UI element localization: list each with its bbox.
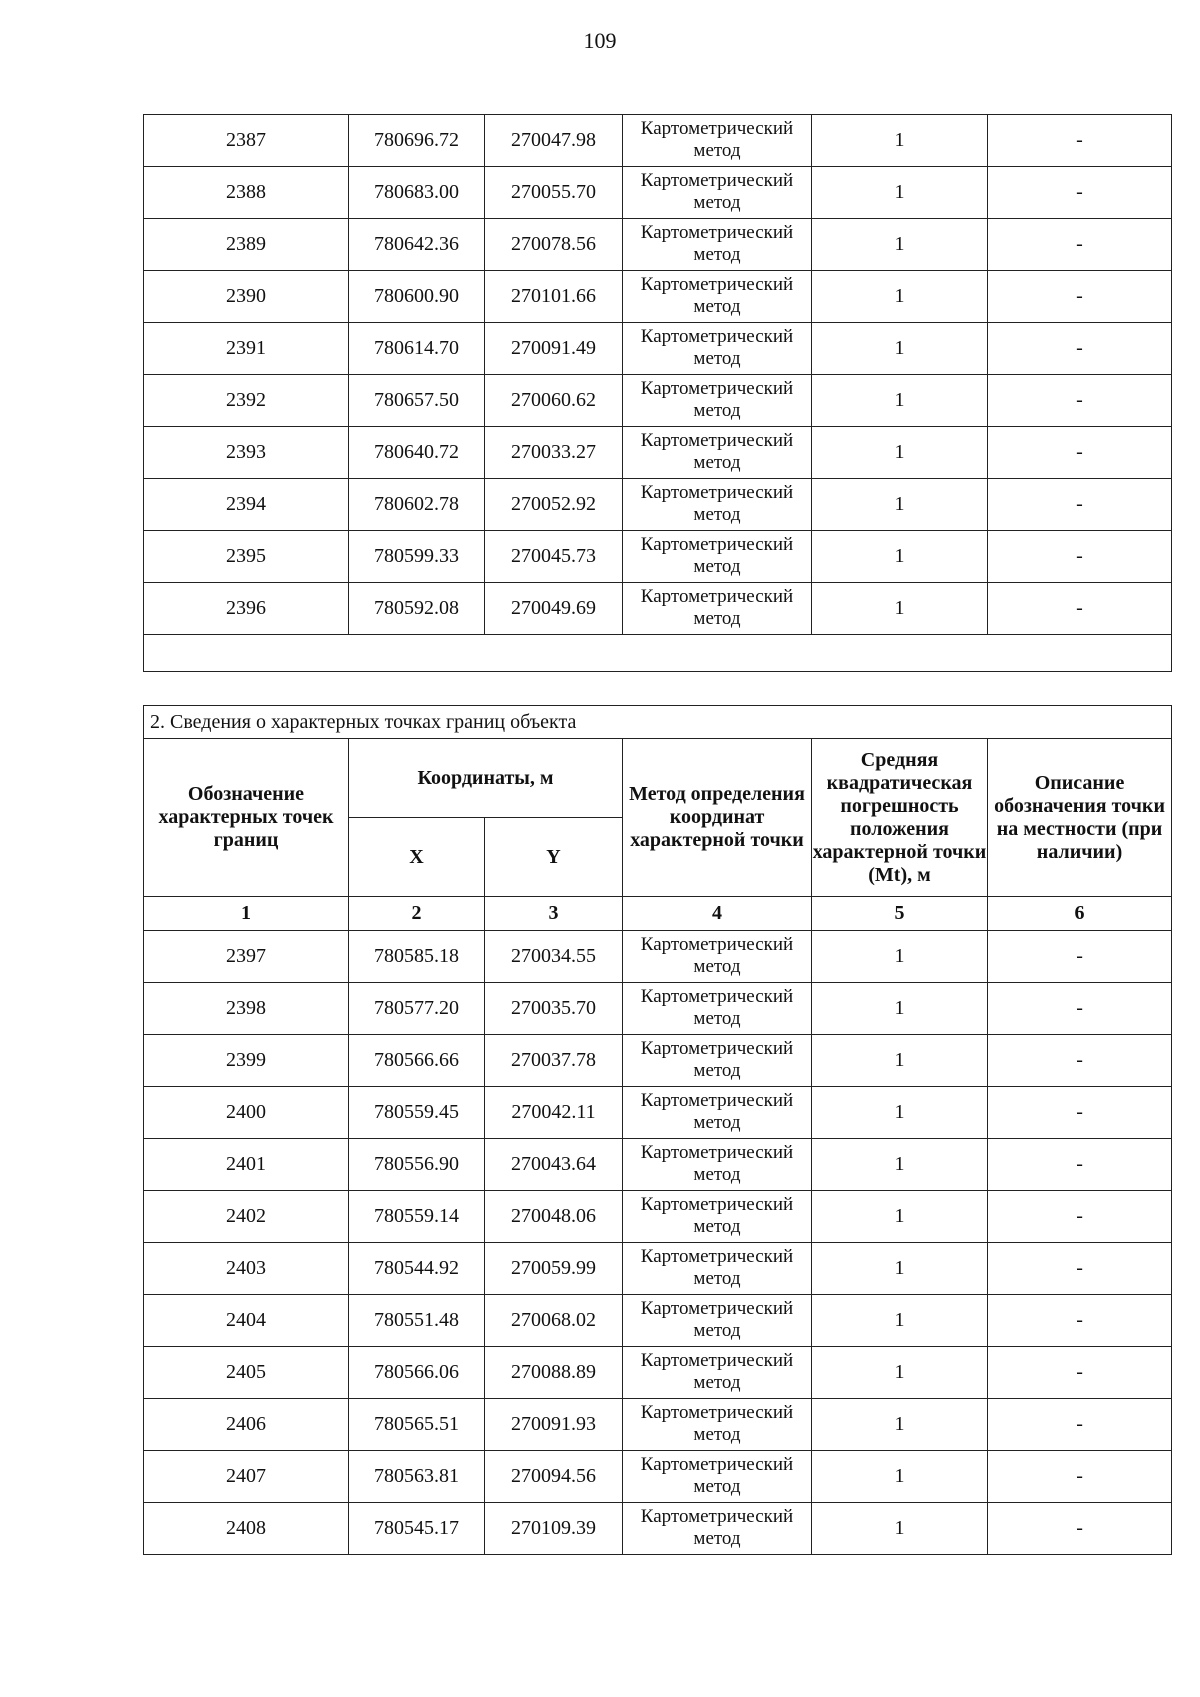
table1-body xyxy=(144,115,1172,635)
point-id-cell: 2393 xyxy=(144,427,349,479)
point-id-cell: 2398 xyxy=(144,983,349,1035)
point-id-cell: 2392 xyxy=(144,375,349,427)
table-row xyxy=(144,1295,1172,1347)
accuracy-cell: 1 xyxy=(812,323,988,375)
x-coordinate-cell: 780585.18 xyxy=(349,931,485,983)
method-cell: Картометрический метод xyxy=(623,1035,812,1087)
y-coordinate-cell: 270055.70 xyxy=(485,167,623,219)
table-row xyxy=(144,1243,1172,1295)
point-id-cell: 2394 xyxy=(144,479,349,531)
point-id-cell: 2391 xyxy=(144,323,349,375)
accuracy-cell: 1 xyxy=(812,219,988,271)
description-cell: - xyxy=(988,1295,1172,1347)
method-cell: Картометрический метод xyxy=(623,1191,812,1243)
y-coordinate-cell: 270045.73 xyxy=(485,531,623,583)
table-row xyxy=(144,427,1172,479)
description-cell: - xyxy=(988,1451,1172,1503)
method-cell: Картометрический метод xyxy=(623,583,812,635)
point-id-cell: 2408 xyxy=(144,1503,349,1555)
point-id-cell: 2406 xyxy=(144,1399,349,1451)
header-description: Описание обозначения точки на местности (при наличии) xyxy=(988,739,1172,897)
x-coordinate-cell: 780566.06 xyxy=(349,1347,485,1399)
method-cell: Картометрический метод xyxy=(623,1347,812,1399)
x-coordinate-cell: 780683.00 xyxy=(349,167,485,219)
method-cell: Картометрический метод xyxy=(623,983,812,1035)
description-cell: - xyxy=(988,323,1172,375)
column-number: 6 xyxy=(988,897,1172,931)
point-id-cell: 2407 xyxy=(144,1451,349,1503)
x-coordinate-cell: 780566.66 xyxy=(349,1035,485,1087)
method-cell: Картометрический метод xyxy=(623,219,812,271)
accuracy-cell: 1 xyxy=(812,531,988,583)
x-coordinate-cell: 780559.45 xyxy=(349,1087,485,1139)
description-cell: - xyxy=(988,219,1172,271)
table-caption-row xyxy=(144,706,1172,739)
header-x: X xyxy=(349,818,485,897)
method-cell: Картометрический метод xyxy=(623,427,812,479)
y-coordinate-cell: 270049.69 xyxy=(485,583,623,635)
accuracy-cell: 1 xyxy=(812,1399,988,1451)
x-coordinate-cell: 780599.33 xyxy=(349,531,485,583)
table-row xyxy=(144,1503,1172,1555)
point-id-cell: 2388 xyxy=(144,167,349,219)
method-cell: Картометрический метод xyxy=(623,1399,812,1451)
header-accuracy: Средняя квадратическая погрешность положения характерной точки (Mt), м xyxy=(812,739,988,897)
description-cell: - xyxy=(988,115,1172,167)
method-cell: Картометрический метод xyxy=(623,1451,812,1503)
x-coordinate-cell: 780600.90 xyxy=(349,271,485,323)
x-coordinate-cell: 780592.08 xyxy=(349,583,485,635)
y-coordinate-cell: 270109.39 xyxy=(485,1503,623,1555)
description-cell: - xyxy=(988,583,1172,635)
y-coordinate-cell: 270052.92 xyxy=(485,479,623,531)
point-id-cell: 2402 xyxy=(144,1191,349,1243)
page-number: 109 xyxy=(583,28,617,53)
table-row xyxy=(144,375,1172,427)
point-id-cell: 2401 xyxy=(144,1139,349,1191)
accuracy-cell: 1 xyxy=(812,375,988,427)
y-coordinate-cell: 270035.70 xyxy=(485,983,623,1035)
x-coordinate-cell: 780696.72 xyxy=(349,115,485,167)
x-coordinate-cell: 780657.50 xyxy=(349,375,485,427)
header-coordinates: Координаты, м xyxy=(349,739,623,818)
accuracy-cell: 1 xyxy=(812,115,988,167)
coordinates-table-continued xyxy=(143,114,1172,672)
description-cell: - xyxy=(988,1087,1172,1139)
accuracy-cell: 1 xyxy=(812,1295,988,1347)
table-row xyxy=(144,323,1172,375)
table-row xyxy=(144,1347,1172,1399)
description-cell: - xyxy=(988,1035,1172,1087)
column-number: 1 xyxy=(144,897,349,931)
y-coordinate-cell: 270091.49 xyxy=(485,323,623,375)
method-cell: Картометрический метод xyxy=(623,479,812,531)
x-coordinate-cell: 780563.81 xyxy=(349,1451,485,1503)
empty-row xyxy=(144,635,1172,672)
table-row xyxy=(144,1035,1172,1087)
x-coordinate-cell: 780545.17 xyxy=(349,1503,485,1555)
point-id-cell: 2390 xyxy=(144,271,349,323)
table-row xyxy=(144,167,1172,219)
description-cell: - xyxy=(988,271,1172,323)
x-coordinate-cell: 780640.72 xyxy=(349,427,485,479)
table-row xyxy=(144,931,1172,983)
description-cell: - xyxy=(988,531,1172,583)
description-cell: - xyxy=(988,1243,1172,1295)
method-cell: Картометрический метод xyxy=(623,167,812,219)
point-id-cell: 2399 xyxy=(144,1035,349,1087)
method-cell: Картометрический метод xyxy=(623,1243,812,1295)
y-coordinate-cell: 270034.55 xyxy=(485,931,623,983)
accuracy-cell: 1 xyxy=(812,1087,988,1139)
y-coordinate-cell: 270048.06 xyxy=(485,1191,623,1243)
accuracy-cell: 1 xyxy=(812,1035,988,1087)
point-id-cell: 2403 xyxy=(144,1243,349,1295)
y-coordinate-cell: 270060.62 xyxy=(485,375,623,427)
x-coordinate-cell: 780559.14 xyxy=(349,1191,485,1243)
table-row xyxy=(144,983,1172,1035)
y-coordinate-cell: 270037.78 xyxy=(485,1035,623,1087)
table-row xyxy=(144,115,1172,167)
y-coordinate-cell: 270047.98 xyxy=(485,115,623,167)
empty-cell xyxy=(144,635,1172,672)
method-cell: Картометрический метод xyxy=(623,115,812,167)
x-coordinate-cell: 780614.70 xyxy=(349,323,485,375)
description-cell: - xyxy=(988,931,1172,983)
x-coordinate-cell: 780602.78 xyxy=(349,479,485,531)
x-coordinate-cell: 780551.48 xyxy=(349,1295,485,1347)
method-cell: Картометрический метод xyxy=(623,1139,812,1191)
accuracy-cell: 1 xyxy=(812,1451,988,1503)
method-cell: Картометрический метод xyxy=(623,323,812,375)
accuracy-cell: 1 xyxy=(812,271,988,323)
y-coordinate-cell: 270094.56 xyxy=(485,1451,623,1503)
point-id-cell: 2404 xyxy=(144,1295,349,1347)
description-cell: - xyxy=(988,479,1172,531)
accuracy-cell: 1 xyxy=(812,1347,988,1399)
table-row xyxy=(144,479,1172,531)
point-id-cell: 2396 xyxy=(144,583,349,635)
point-id-cell: 2397 xyxy=(144,931,349,983)
y-coordinate-cell: 270068.02 xyxy=(485,1295,623,1347)
accuracy-cell: 1 xyxy=(812,1191,988,1243)
column-number: 2 xyxy=(349,897,485,931)
description-cell: - xyxy=(988,983,1172,1035)
description-cell: - xyxy=(988,427,1172,479)
accuracy-cell: 1 xyxy=(812,583,988,635)
accuracy-cell: 1 xyxy=(812,1243,988,1295)
table-row xyxy=(144,219,1172,271)
x-coordinate-cell: 780544.92 xyxy=(349,1243,485,1295)
method-cell: Картометрический метод xyxy=(623,931,812,983)
description-cell: - xyxy=(988,375,1172,427)
y-coordinate-cell: 270091.93 xyxy=(485,1399,623,1451)
accuracy-cell: 1 xyxy=(812,1139,988,1191)
x-coordinate-cell: 780577.20 xyxy=(349,983,485,1035)
table-row xyxy=(144,583,1172,635)
accuracy-cell: 1 xyxy=(812,427,988,479)
description-cell: - xyxy=(988,1139,1172,1191)
table-row xyxy=(144,1139,1172,1191)
point-id-cell: 2400 xyxy=(144,1087,349,1139)
header-designation: Обозначение характерных точек границ xyxy=(144,739,349,897)
column-number-row xyxy=(144,897,1172,931)
description-cell: - xyxy=(988,167,1172,219)
y-coordinate-cell: 270042.11 xyxy=(485,1087,623,1139)
y-coordinate-cell: 270088.89 xyxy=(485,1347,623,1399)
accuracy-cell: 1 xyxy=(812,931,988,983)
method-cell: Картометрический метод xyxy=(623,375,812,427)
accuracy-cell: 1 xyxy=(812,1503,988,1555)
description-cell: - xyxy=(988,1347,1172,1399)
header-row xyxy=(144,739,1172,818)
description-cell: - xyxy=(988,1399,1172,1451)
table2-body xyxy=(144,931,1172,1555)
x-coordinate-cell: 780565.51 xyxy=(349,1399,485,1451)
x-coordinate-cell: 780642.36 xyxy=(349,219,485,271)
table-row xyxy=(144,271,1172,323)
method-cell: Картометрический метод xyxy=(623,271,812,323)
column-number: 3 xyxy=(485,897,623,931)
table-row xyxy=(144,1087,1172,1139)
table-caption: 2. Сведения о характерных точках границ объекта xyxy=(144,706,1172,739)
header-method: Метод определения координат характерной точки xyxy=(623,739,812,897)
boundary-points-table xyxy=(143,705,1172,1555)
column-number: 4 xyxy=(623,897,812,931)
method-cell: Картометрический метод xyxy=(623,531,812,583)
table-row xyxy=(144,1451,1172,1503)
point-id-cell: 2389 xyxy=(144,219,349,271)
y-coordinate-cell: 270059.99 xyxy=(485,1243,623,1295)
y-coordinate-cell: 270043.64 xyxy=(485,1139,623,1191)
y-coordinate-cell: 270101.66 xyxy=(485,271,623,323)
x-coordinate-cell: 780556.90 xyxy=(349,1139,485,1191)
description-cell: - xyxy=(988,1191,1172,1243)
table-row xyxy=(144,1191,1172,1243)
point-id-cell: 2405 xyxy=(144,1347,349,1399)
y-coordinate-cell: 270078.56 xyxy=(485,219,623,271)
method-cell: Картометрический метод xyxy=(623,1087,812,1139)
point-id-cell: 2395 xyxy=(144,531,349,583)
table-row xyxy=(144,531,1172,583)
accuracy-cell: 1 xyxy=(812,479,988,531)
y-coordinate-cell: 270033.27 xyxy=(485,427,623,479)
method-cell: Картометрический метод xyxy=(623,1503,812,1555)
accuracy-cell: 1 xyxy=(812,167,988,219)
header-y: Y xyxy=(485,818,623,897)
description-cell: - xyxy=(988,1503,1172,1555)
point-id-cell: 2387 xyxy=(144,115,349,167)
accuracy-cell: 1 xyxy=(812,983,988,1035)
table-row xyxy=(144,1399,1172,1451)
column-number: 5 xyxy=(812,897,988,931)
method-cell: Картометрический метод xyxy=(623,1295,812,1347)
